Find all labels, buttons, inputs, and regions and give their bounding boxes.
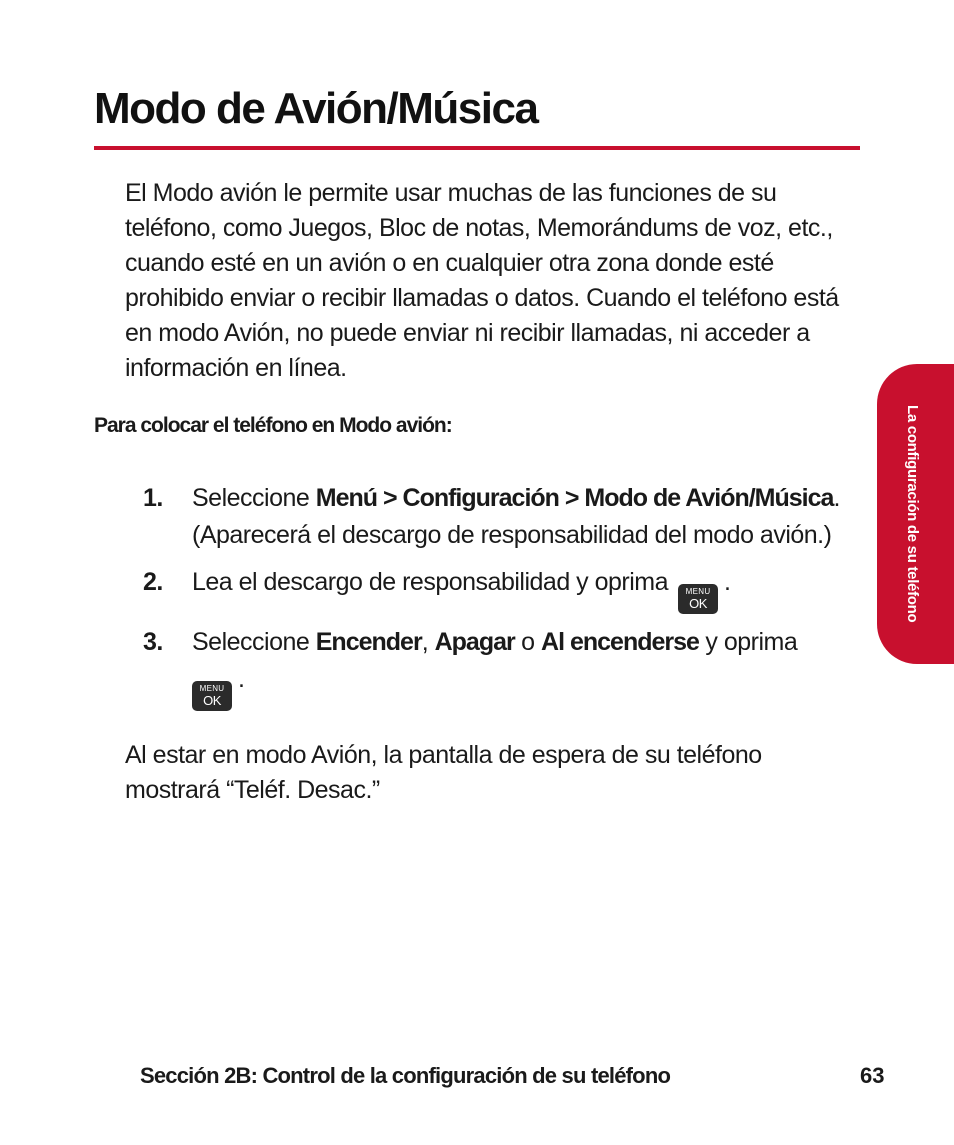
step-text [192, 624, 860, 711]
step-text-part: , [421, 628, 435, 656]
list-item [143, 480, 860, 554]
page-number: 63 [860, 1063, 885, 1088]
step-text [192, 480, 860, 554]
list-item [143, 624, 860, 711]
steps-list [143, 480, 860, 721]
page-title: Modo de Avión/Música [94, 84, 538, 133]
option-encender: Encender [315, 628, 422, 656]
key-label-top: MENU [685, 587, 711, 596]
title-rule [94, 146, 860, 150]
step-text [192, 564, 860, 614]
key-label-top: MENU [199, 684, 225, 693]
closing-paragraph: Al estar en modo Avión, la pantalla de espera de su teléfono mostrará “Teléf. Desac.” [125, 741, 762, 804]
footer-section-title: Sección 2B: Control de la configuración de su teléfono [140, 1063, 671, 1088]
key-label-bottom: OK [203, 693, 221, 708]
procedure-heading: Para colocar el teléfono en Modo avión: [94, 414, 452, 437]
step-number: 1. [143, 484, 163, 512]
step-text-part: . [724, 568, 731, 596]
menu-ok-key-icon [678, 584, 718, 614]
menu-path: Menú > Configuración > Modo de Avión/Música [315, 484, 834, 512]
side-tab-label: La configuración de su teléfono [904, 405, 921, 623]
step-text-part: . (Aparecerá el descargo de responsabilidad del modo avión.) [192, 484, 840, 549]
step-text-part: Lea el descargo de responsabilidad y oprima [192, 568, 669, 596]
step-number: 3. [143, 628, 163, 656]
step-text-part: Seleccione [192, 628, 316, 656]
key-label-bottom: OK [689, 596, 707, 611]
step-text-part: Seleccione [192, 484, 316, 512]
intro-paragraph: El Modo avión le permite usar muchas de las funciones de su teléfono, como Juegos, Bloc de notas, Memorándums de voz, etc., cuando esté en un avión o en cualquier otra zona donde esté prohibido enviar o recibir llamadas o datos. Cuando el teléfono está en modo Avión, no puede enviar ni recibir llamadas, ni acceder a información en línea. [125, 179, 839, 382]
step-text-part: . [238, 665, 245, 693]
step-text-part: y oprima [698, 628, 798, 656]
step-number: 2. [143, 568, 163, 596]
list-item [143, 564, 860, 614]
option-apagar: Apagar [434, 628, 515, 656]
option-al-encenderse: Al encenderse [541, 628, 699, 656]
menu-ok-key-icon [192, 681, 232, 711]
step-text-part: o [514, 628, 542, 656]
